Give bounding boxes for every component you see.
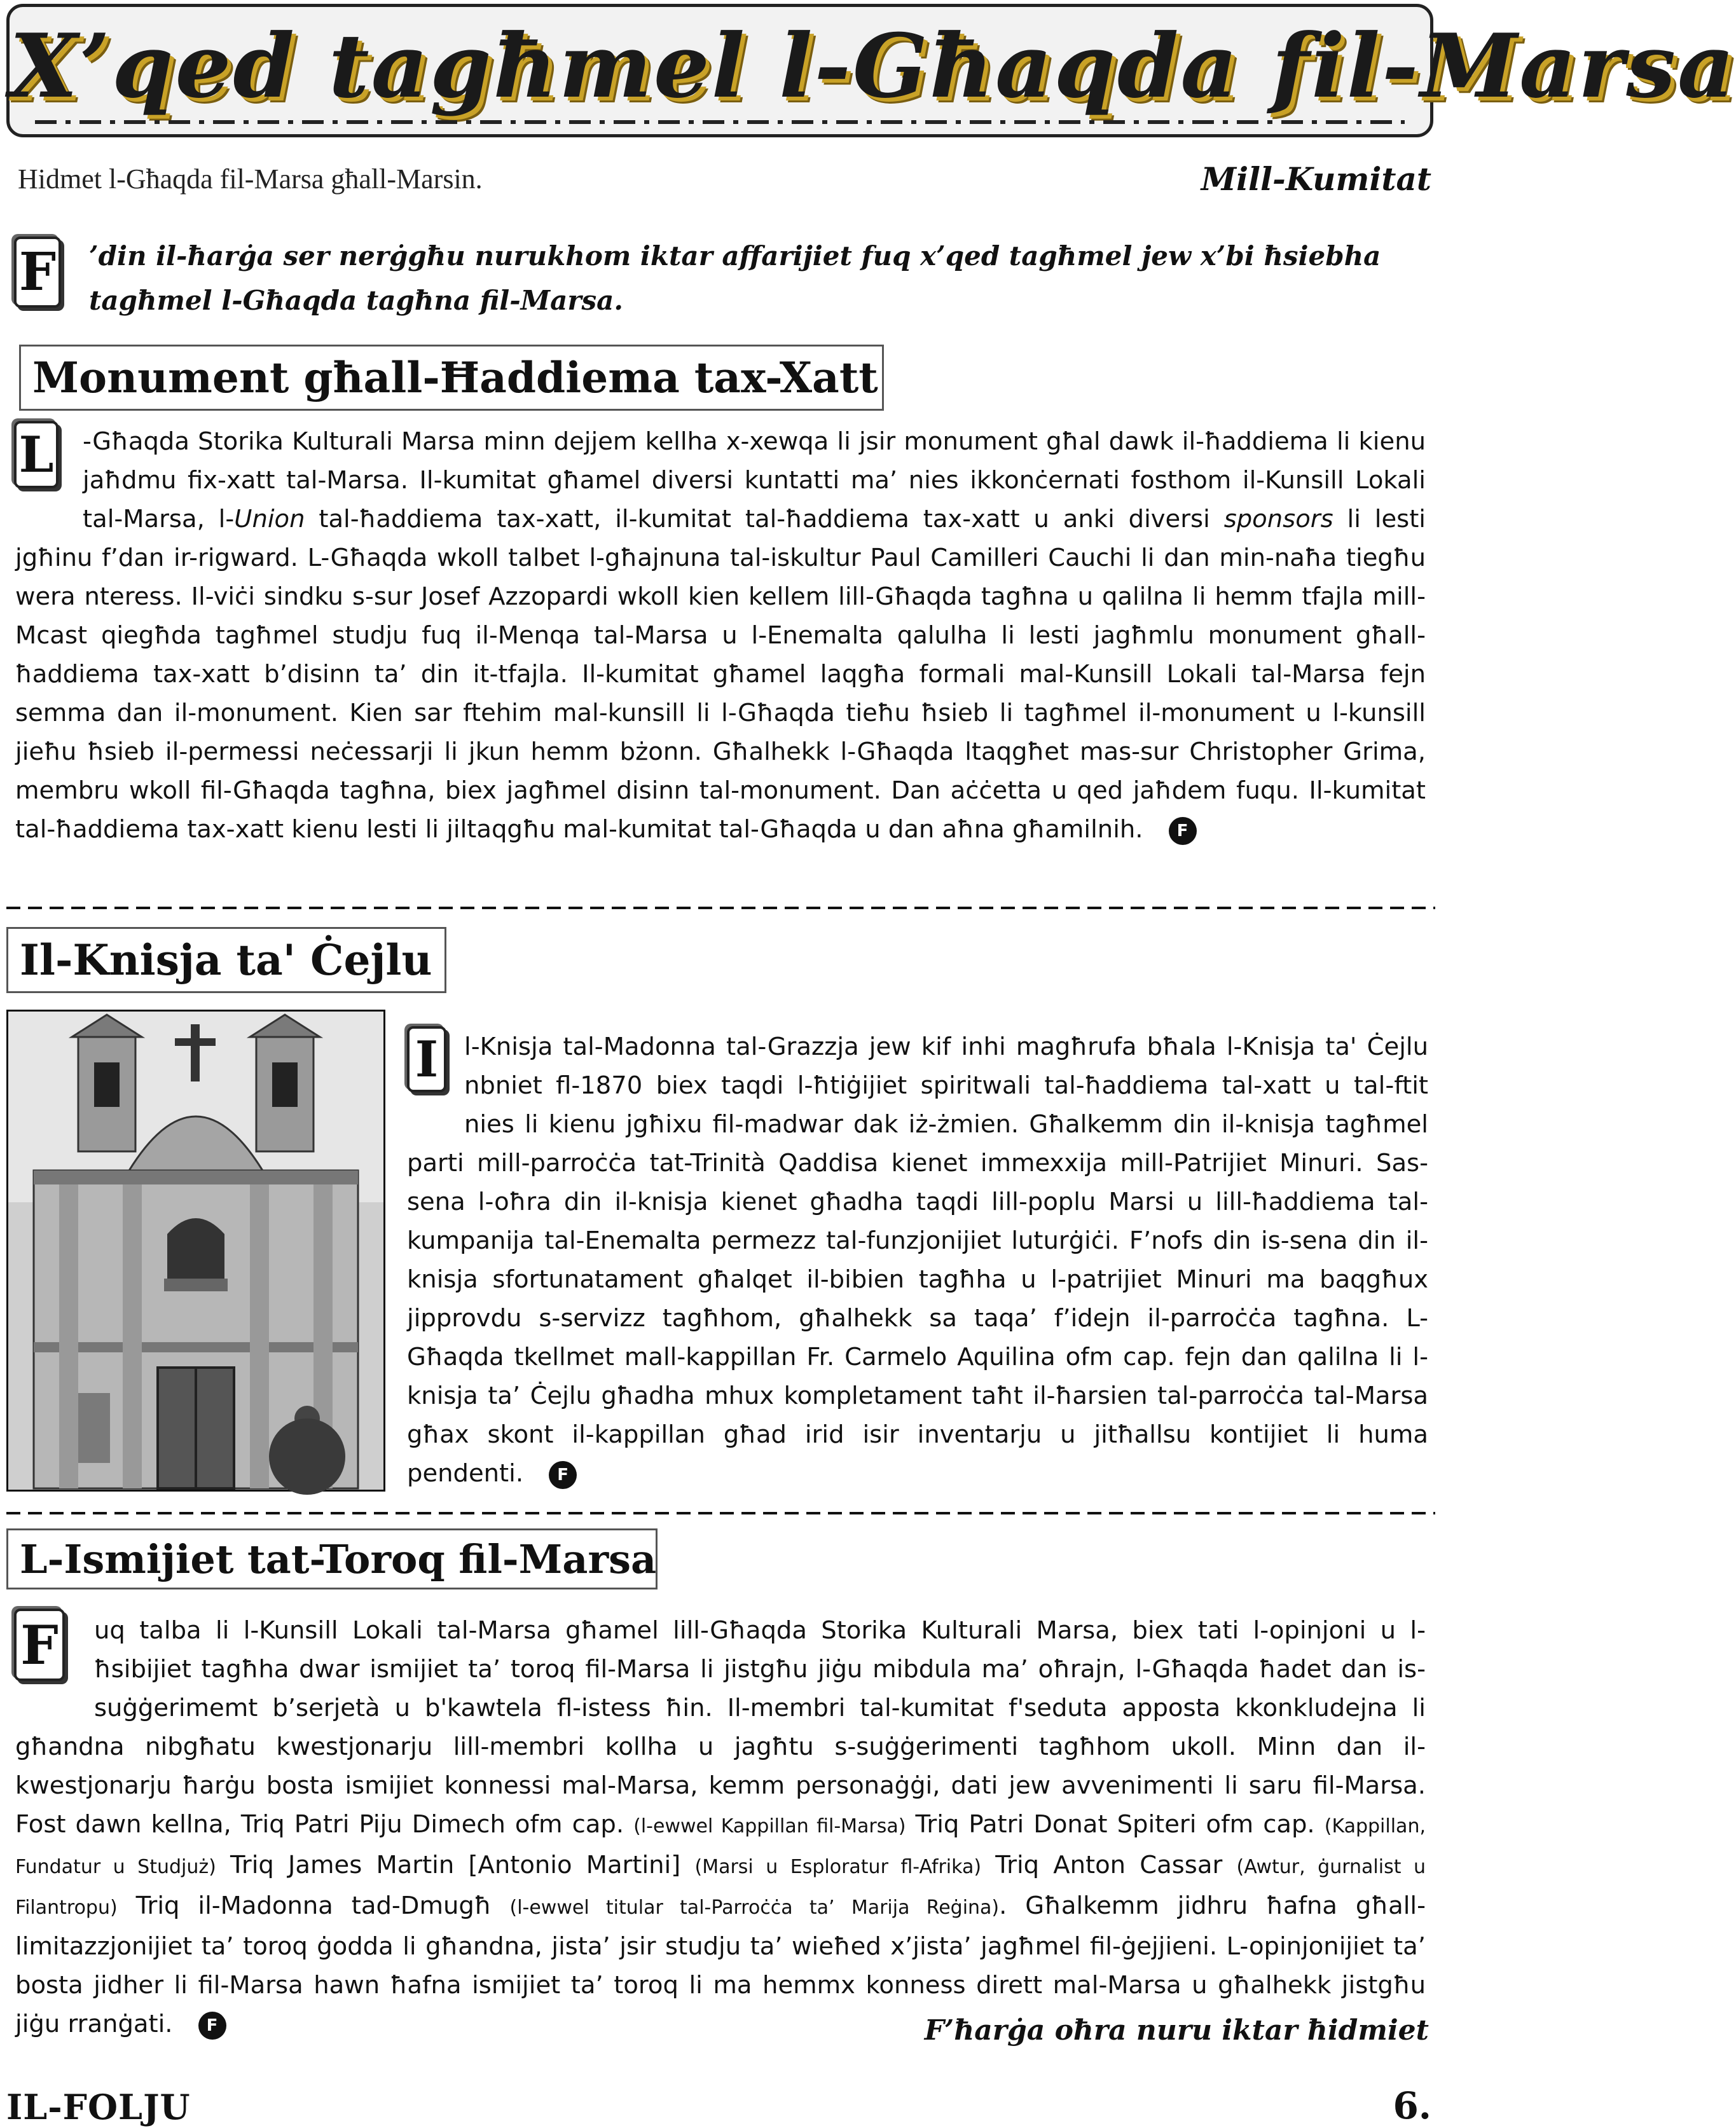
article-streets-text-e: Triq il-Madonna tad-Dmugħ <box>117 1891 510 1920</box>
street-note: (l-ewwel Kappillan fil-Marsa) <box>633 1815 906 1837</box>
masthead-banner <box>6 4 1736 137</box>
article-streets-text-f: . Għalkemm jidhru ħafna għall-limitazzjonijiet ta’ toroq ġodda li għandna, jista’ jsir studju ta’ wieħed x’jista’ jagħmel fil-ġejjieni. L-opinjonijiet ta’ bosta jidher li fil-Marsa hawn ħafna ismijiet ta’ toroq li ma hemmx konness dirett mal-Marsa u għalhekk jistgħu jiġu rranġati. <box>15 1891 1426 2038</box>
end-mark-icon: F <box>549 1461 577 1489</box>
end-mark-icon: F <box>198 2012 226 2040</box>
masthead-divider <box>35 120 1405 124</box>
article-monument-text-b: tal-ħaddiema tax-xatt, il-kumitat tal-ħaddiema tax-xatt u anki diversi <box>305 505 1224 533</box>
church-photo <box>6 1010 385 1492</box>
masthead-title: X’qed tagħmel l-Għaqda fil-Marsa <box>10 14 1736 118</box>
article-monument-body <box>15 422 1426 849</box>
article-streets-text-d: Triq Anton Cassar <box>981 1851 1237 1879</box>
page-subtitle: Hidmet l-Għaqda fil-Marsa għall-Marsin. <box>18 163 483 195</box>
section-separator <box>6 907 1435 909</box>
publication-name: IL-FOLJU <box>6 2087 191 2127</box>
street-note: (Awtur, ġurnalist u Filantropu) <box>15 1856 1426 1919</box>
article-church-heading: Il-Knisja ta' Ċejlu <box>6 927 446 993</box>
article-streets-text-c: Triq James Martin [Antonio Martini] <box>216 1851 695 1879</box>
intro-dropcap: F <box>14 237 61 308</box>
article-church-text: l-Knisja tal-Madonna tal-Grazzja jew kif inhi magħrufa bħala l-Knisja ta' Ċejlu nbniet fl-1870 biex taqdi l-ħtiġijiet spiritwali tal-ħaddiema tal-xatt u tal-ftit nies li kienu jgħixu fil-madwar dak iż-żmien. Għalkemm din il-knisja tagħmel parti mill-parroċċa tat-Trinità Qaddisa kienet immexxija mill-Patrijiet Minuri. Sas-sena l-oħra din il-knisja kienet għadha taqdi lill-poplu Marsi u lill-ħaddiema tal-kumpanija tal-Enemalta permezz tal-funzjonijiet luturġiċi. F’nofs din is-sena din il-knisja sfortunatament għalqet il-bibien tagħha u l-patrijiet Minuri ma baqgħux jipprovdu s-servizz tagħhom, għalhekk sa taqa’ f’idejn il-parroċċa tagħna. L-Għaqda tkellmet mall-kappillan Fr. Carmelo Aquilina ofm cap. fejn dan qalilna li l-knisja ta’ Ċejlu għadha mhux kompletament taħt il-ħarsien tal-parroċċa tal-Marsa għax skont il-kappillan għad irid isir inventarju u jitħallsu kontijiet li huma pendenti. <box>407 1033 1428 1488</box>
page-number: 6. <box>1393 2084 1431 2127</box>
article-streets-text-b: Triq Patri Donat Spiteri ofm cap. <box>906 1810 1325 1839</box>
street-note: (Marsi u Esploratur fl-Afrika) <box>694 1856 982 1878</box>
article-church-body <box>407 1027 1428 1493</box>
end-mark-icon: F <box>1169 817 1197 845</box>
street-note: (Kappillan, Fundatur u Studjuż) <box>15 1815 1426 1878</box>
article-streets-heading: L-Ismijiet tat-Toroq fil-Marsa <box>6 1528 658 1589</box>
article-church-dropcap: I <box>407 1026 446 1092</box>
street-note: (l-ewwel titular tal-Parroċċa ta’ Marija Reġina) <box>509 1897 1000 1919</box>
article-monument-dropcap: L <box>14 421 59 488</box>
church-illustration <box>8 1012 383 1490</box>
article-monument-heading: Monument għall-Ħaddiema tax-Xatt <box>19 345 884 411</box>
closing-note: F’ħarġa oħra nuru iktar ħidmiet <box>924 2014 1429 2047</box>
article-streets-dropcap: F <box>14 1609 65 1681</box>
section-separator <box>6 1512 1435 1514</box>
article-monument-union: Union <box>234 505 305 533</box>
article-streets-body <box>15 1611 1426 2043</box>
article-monument-text-c: li lesti jgħinu f’dan ir-rigward. L-Għaqda wkoll talbet l-għajnuna tal-iskultur Paul Camilleri Cauchi li dan min-naħa tiegħu wera nteress. Il-viċi sindku s-sur Josef Azzopardi wkoll kien kellem lill-Għaqda tagħna u qalilna li hemm tfajla mill-Mcast qiegħda tagħmel studju fuq il-Menqa tal-Marsa u l-Enemalta qalulha li lesti jagħmlu monument għall-ħaddiema tax-xatt b’disinn ta’ din it-tfajla. Il-kumitat għamel laqgħa formali mal-Kunsill Lokali tal-Marsa fejn semma dan il-monument. Kien sar ftehim mal-kunsill li l-Għaqda tieħu ħsieb li tagħmel il-monument u l-kunsill jieħu ħsieb il-permessi neċessarji li jkun hemm bżonn. Għalhekk l-Għaqda ltaqgħet mas-sur Christopher Grima, membru wkoll fil-Għaqda tagħna, biex jagħmel disinn tal-monument. Dan aċċetta u qed jaħdem fuqu. Il-kumitat tal-ħaddiema tax-xatt kienu lesti li jiltaqgħu mal-kumitat tal-Għaqda u dan aħna għamilnih. <box>15 505 1426 844</box>
article-streets-text-a: uq talba li l-Kunsill Lokali tal-Marsa għamel lill-Għaqda Storika Kulturali Marsa, biex tati l-opinjoni u l-ħsibijiet tagħha dwar ismijiet ta’ toroq fil-Marsa li jistgħu jiġu mibdula ma’ oħrajn, l-Għaqda ħadet dan is-suġġerimemt b’serjetà u b'kawtela fl-istess ħin. Il-membri tal-kumitat f'seduta apposta kkonkludejna li għandna nibgħatu kwestjonarju lill-membri kollha u jagħtu s-suġġerimenti tagħhom ukoll. Minn dan il-kwestjonarju ħarġu bosta ismijiet konnessi mal-Marsa, kemm personaġġi, dati jew avvenimenti li saru fil-Marsa. Fost dawn kellna, Triq Patri Piju Dimech ofm cap. <box>15 1616 1426 1839</box>
article-monument-sponsors: sponsors <box>1223 505 1333 533</box>
article-monument-text-a: -Għaqda Storika Kulturali Marsa minn dejjem kellha x-xewqa li jsir monument għal dawk il-ħaddiema li kienu jaħdmu fix-xatt tal-Marsa. Il-kumitat għamel diversi kuntatti ma’ nies ikkonċernati fosthom il-Kunsill Lokali tal-Marsa, l- <box>83 427 1426 533</box>
intro-text: ’din il-ħarġa ser nerġgħu nurukhom iktar affarijiet fuq x’qed tagħmel jew x’bi ħsiebha tagħmel l-Għaqda tagħna fil-Marsa. <box>89 240 1381 316</box>
byline: Mill-Kumitat <box>1201 160 1431 198</box>
